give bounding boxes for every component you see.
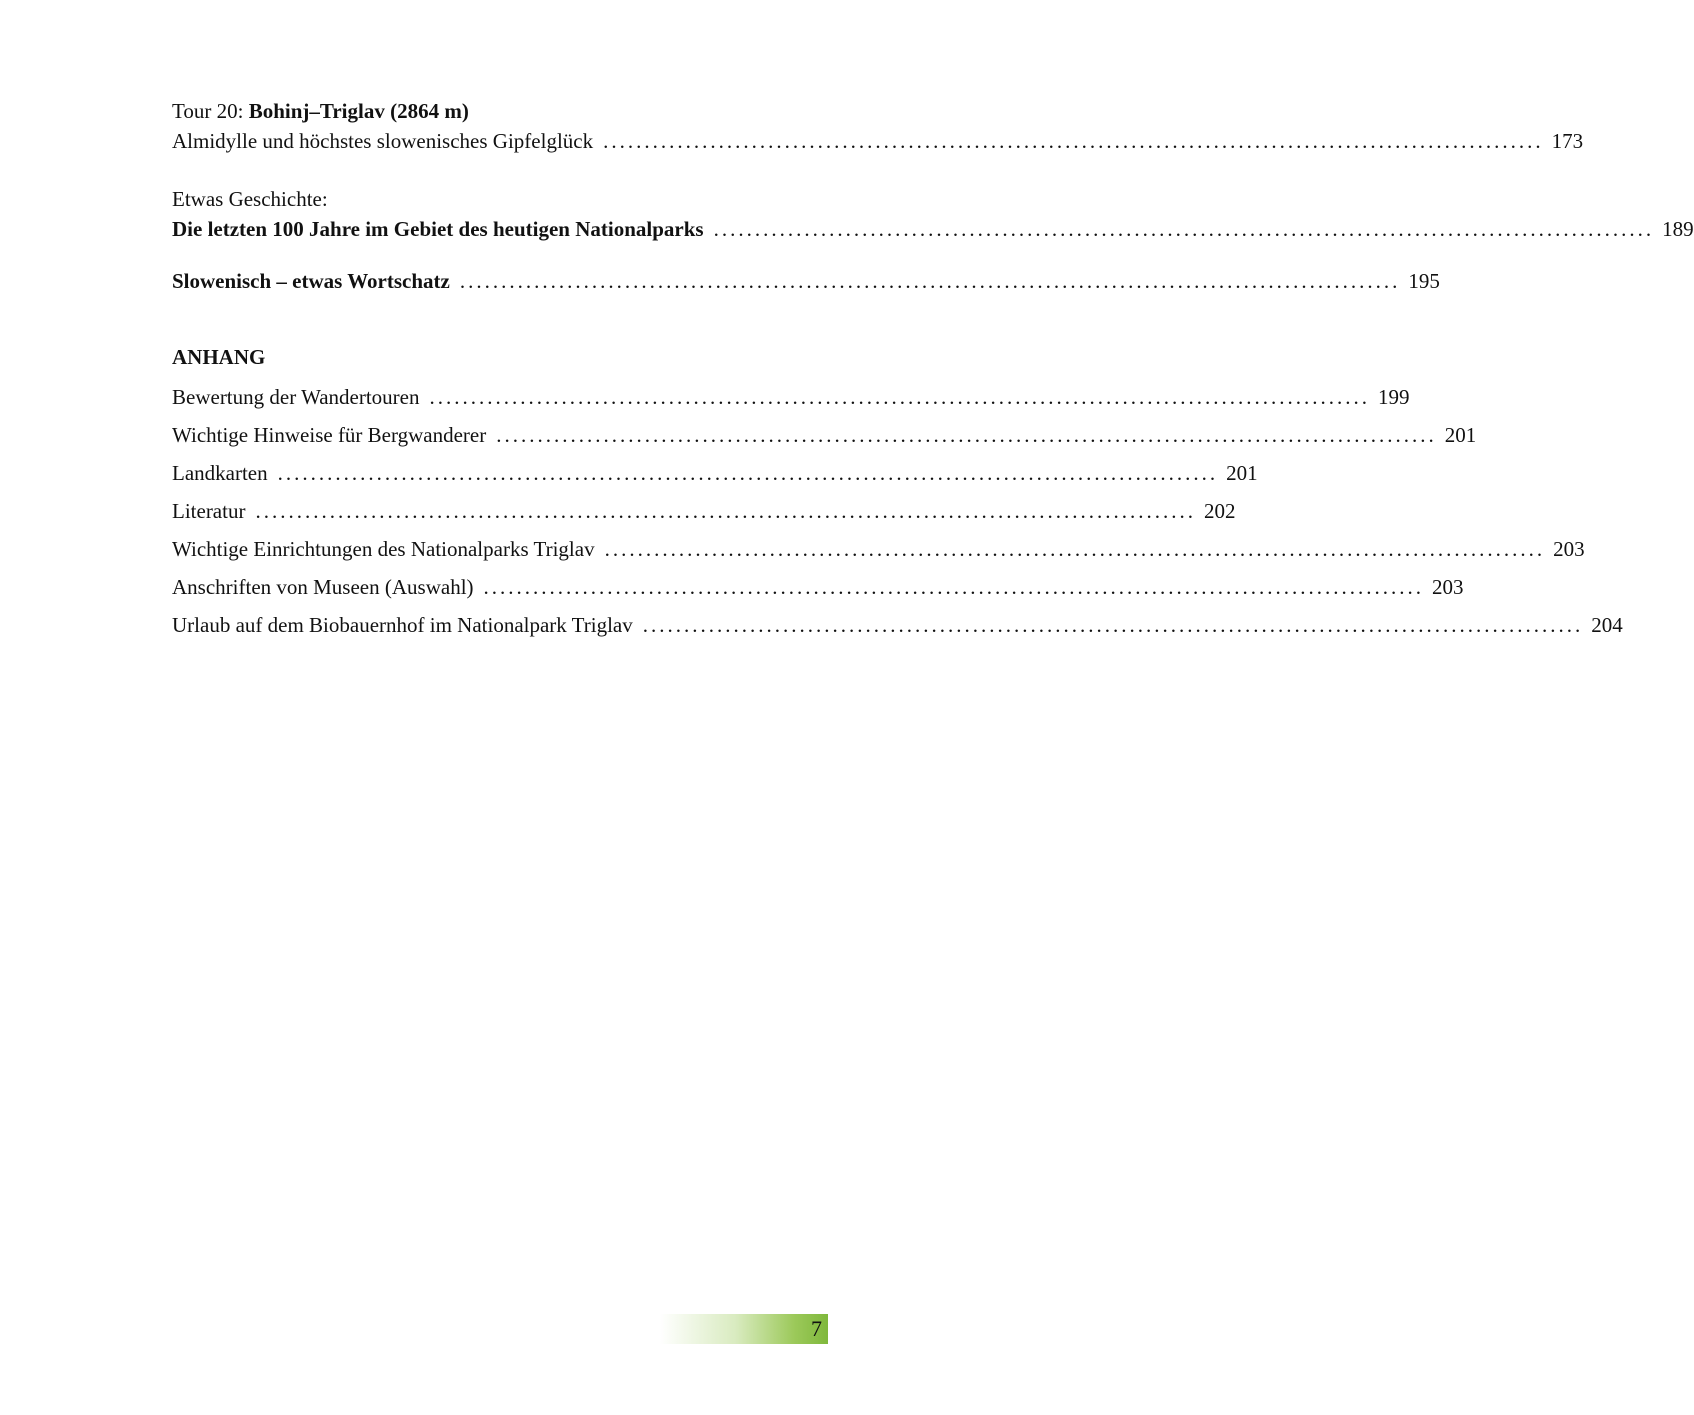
toc-entry-title: Anschriften von Museen (Auswahl) bbox=[172, 575, 474, 599]
leader-dots: .................................................................................................................. bbox=[496, 423, 1437, 447]
toc-entry-appendix[interactable] bbox=[172, 378, 1410, 416]
toc-entry-wortschatz[interactable] bbox=[172, 266, 1440, 296]
leader-dots: .................................................................................................................. bbox=[255, 499, 1196, 523]
toc-geschichte-intro: Etwas Geschichte: bbox=[172, 187, 328, 211]
leader-dots: .................................................................................................................. bbox=[483, 575, 1425, 599]
toc-entry-appendix[interactable] bbox=[172, 416, 1477, 454]
page-number-bar bbox=[660, 1314, 828, 1344]
toc-tour20-title: Bohinj–Triglav (2864 m) bbox=[248, 99, 469, 123]
toc-entry-geschichte[interactable] bbox=[172, 214, 1694, 244]
toc-entry-title: Almidylle und höchstes slowenisches Gipfelglück bbox=[172, 129, 594, 153]
leader-dots: .................................................................................................................. bbox=[603, 129, 1544, 153]
toc-entry-title: Landkarten bbox=[172, 461, 268, 485]
toc-entry-page: 203 bbox=[1432, 575, 1464, 599]
toc-entry-page: 189 bbox=[1662, 217, 1694, 241]
toc-entry-appendix[interactable] bbox=[172, 530, 1585, 568]
toc-entry-appendix[interactable] bbox=[172, 568, 1464, 606]
toc-entry-page: 203 bbox=[1553, 537, 1585, 561]
toc-entry-title: Wichtige Einrichtungen des Nationalparks Triglav bbox=[172, 537, 595, 561]
leader-dots: .................................................................................................................. bbox=[277, 461, 1219, 485]
toc-entry-page: 199 bbox=[1378, 385, 1410, 409]
toc-entry-page: 201 bbox=[1226, 461, 1258, 485]
toc-entry-appendix[interactable] bbox=[172, 606, 1623, 644]
toc-entry-page: 173 bbox=[1551, 129, 1584, 153]
leader-dots: .................................................................................................................. bbox=[713, 217, 1655, 241]
toc-tour20-prefix: Tour 20: bbox=[172, 99, 249, 123]
toc-entry-title: Literatur bbox=[172, 499, 246, 523]
toc-entry-page: 202 bbox=[1203, 499, 1236, 523]
appendix-list bbox=[172, 378, 1623, 644]
toc-entry-page: 195 bbox=[1408, 269, 1440, 293]
table-of-contents bbox=[172, 96, 1694, 644]
toc-entry-title: Slowenisch – etwas Wortschatz bbox=[172, 269, 450, 293]
toc-entry-page: 204 bbox=[1591, 613, 1623, 637]
leader-dots: .................................................................................................................. bbox=[459, 269, 1401, 293]
toc-entry-title: Die letzten 100 Jahre im Gebiet des heutigen Nationalparks bbox=[172, 217, 704, 241]
toc-entry-title: Bewertung der Wandertouren bbox=[172, 385, 420, 409]
leader-dots: .................................................................................................................. bbox=[642, 613, 1584, 637]
toc-entry-title: Urlaub auf dem Biobauernhof im Nationalpark Triglav bbox=[172, 613, 633, 637]
toc-entry-title: Wichtige Hinweise für Bergwanderer bbox=[172, 423, 487, 447]
page-number: 7 bbox=[811, 1316, 822, 1341]
toc-entry-tour20[interactable] bbox=[172, 126, 1584, 156]
toc-entry-page: 201 bbox=[1444, 423, 1477, 447]
toc-entry-appendix[interactable] bbox=[172, 454, 1258, 492]
toc-entry-appendix[interactable] bbox=[172, 492, 1236, 530]
appendix-heading: ANHANG bbox=[172, 345, 266, 369]
toc-tour20-heading bbox=[172, 96, 814, 126]
leader-dots: .................................................................................................................. bbox=[429, 385, 1370, 409]
leader-dots: .................................................................................................................. bbox=[604, 537, 1546, 561]
